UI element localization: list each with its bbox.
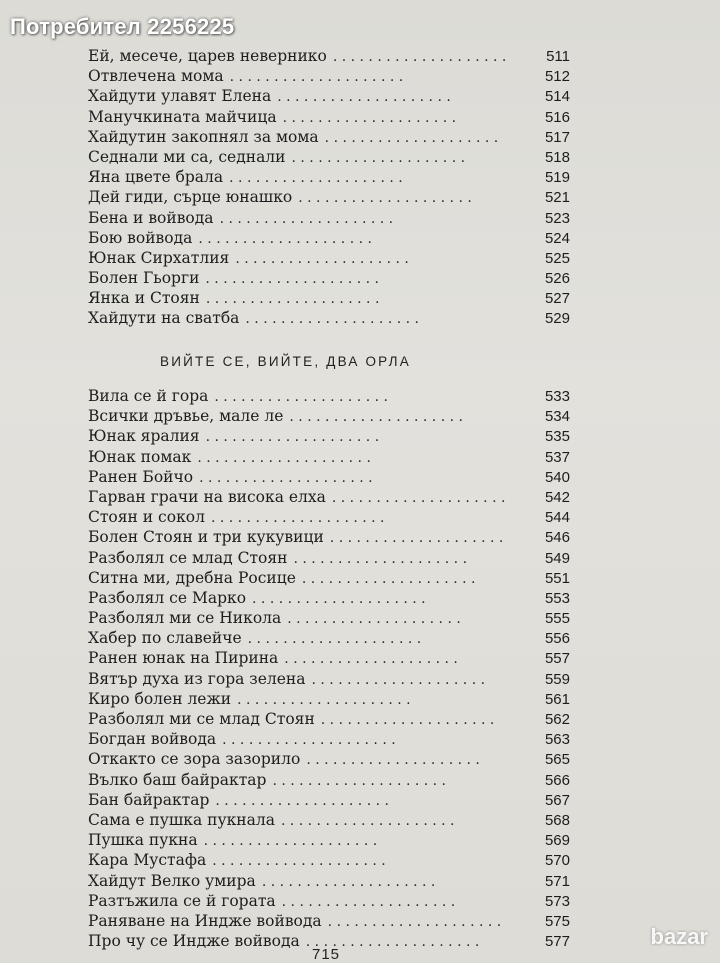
toc-entry-page: 573 — [544, 892, 570, 910]
toc-entry — [88, 608, 570, 628]
toc-entry-page: 537 — [544, 448, 570, 466]
toc-entry-title: Про чу се Индже войвода — [88, 932, 300, 951]
toc-entry-page: 544 — [544, 509, 570, 527]
dot-leader: . . . . . . . . . . . . . . . . . . . . — [291, 149, 466, 166]
dot-leader: . . . . . . . . . . . . . . . . . . . . — [210, 510, 385, 527]
toc-entry — [88, 709, 570, 729]
toc-entry-page: 527 — [544, 290, 570, 308]
toc-entry-title: Вятър духа из гора зелена — [88, 669, 306, 688]
toc-entry-page: 516 — [544, 108, 570, 126]
dot-leader: . . . . . . . . . . . . . . . . . . . . — [215, 792, 389, 809]
toc-entry-page: 521 — [544, 189, 570, 207]
toc-entry — [88, 308, 570, 328]
toc-entry-page: 577 — [544, 933, 570, 951]
toc-entry-title: Ранен Бойчо — [88, 467, 194, 486]
toc-entry-page: 570 — [544, 852, 570, 870]
toc-entry-title: Хабер по славейче — [88, 629, 242, 648]
toc-entry — [88, 770, 570, 790]
toc-entry — [88, 167, 570, 187]
toc-entry — [88, 527, 570, 547]
toc-entry — [88, 127, 570, 147]
toc-entry-title: Стоян и сокол — [88, 508, 205, 527]
toc-entry-title: Гарван грачи на висока елха — [88, 487, 326, 506]
toc-entry-page: 535 — [544, 428, 570, 446]
toc-entry-title: Ранен юнак на Пирина — [88, 649, 279, 668]
toc-entry-page: 555 — [544, 610, 570, 628]
dot-leader: . . . . . . . . . . . . . . . . . . . . — [205, 291, 380, 308]
toc-entry-title: Янка и Стоян — [88, 289, 200, 308]
toc-entry-title: Бан байрактар — [88, 790, 210, 809]
dot-leader: . . . . . . . . . . . . . . . . . . . . — [212, 853, 386, 870]
toc-entry-title: Отвлечена мома — [88, 67, 224, 86]
toc-entry-page: 549 — [544, 549, 570, 567]
dot-leader: . . . . . . . . . . . . . . . . . . . . — [261, 873, 436, 890]
footer-page-number: 715 — [312, 946, 341, 963]
dot-leader: . . . . . . . . . . . . . . . . . . . . — [298, 190, 472, 207]
dot-leader: . . . . . . . . . . . . . . . . . . . . — [272, 772, 447, 789]
dot-leader: . . . . . . . . . . . . . . . . . . . . — [199, 469, 373, 486]
toc-entry-page: 563 — [544, 731, 570, 749]
toc-entry-page: 512 — [544, 68, 570, 86]
toc-entry-page: 517 — [544, 128, 570, 146]
dot-leader: . . . . . . . . . . . . . . . . . . . . — [311, 671, 486, 688]
dot-leader: . . . . . . . . . . . . . . . . . . . . — [284, 651, 458, 668]
toc-entry-title: Разболял ми се Никола — [88, 609, 282, 628]
toc-entry-page: 562 — [544, 711, 570, 728]
toc-entry-title: Хайдути на сватба — [88, 309, 240, 328]
toc-entry-page: 534 — [544, 408, 570, 426]
toc-entry-page: 540 — [544, 468, 570, 486]
dot-leader: . . . . . . . . . . . . . . . . . . . . — [205, 271, 379, 288]
section-heading: ВИЙТЕ СЕ, ВИЙТЕ, ДВА ОРЛА — [160, 354, 411, 369]
toc-entry-title: Разболял се Марко — [88, 588, 247, 607]
toc-entry-title: Ей, месече, царев невернико — [88, 47, 327, 65]
toc-entry-page: 546 — [544, 529, 570, 547]
toc-entry — [88, 208, 570, 228]
toc-list-top — [88, 46, 570, 329]
dot-leader: . . . . . . . . . . . . . . . . . . . . — [324, 129, 499, 146]
toc-entry — [88, 187, 570, 207]
dot-leader: . . . . . . . . . . . . . . . . . . . . — [293, 550, 468, 567]
toc-list-bottom — [88, 386, 570, 951]
dot-leader: . . . . . . . . . . . . . . . . . . . . — [252, 590, 426, 607]
bazar-logo: bazar — [650, 924, 708, 949]
toc-entry-title: Хайдути улавят Елена — [88, 87, 272, 106]
toc-entry-page: 575 — [544, 912, 570, 930]
toc-entry-page: 571 — [544, 872, 570, 890]
toc-entry-page: 551 — [544, 569, 570, 587]
toc-entry — [88, 568, 570, 588]
toc-entry-page: 525 — [544, 249, 570, 267]
toc-entry — [88, 248, 570, 268]
toc-entry-title: Разболял се млад Стоян — [88, 548, 288, 567]
toc-entry-title: Ситна ми, дребна Росице — [88, 568, 296, 587]
dot-leader: . . . . . . . . . . . . . . . . . . . . — [306, 752, 480, 769]
toc-entry-page: 524 — [544, 229, 570, 247]
dot-leader: . . . . . . . . . . . . . . . . . . . . — [320, 712, 495, 728]
toc-entry-title: Бена и войвода — [88, 208, 214, 227]
toc-entry-page: 514 — [544, 88, 570, 106]
dot-leader: . . . . . . . . . . . . . . . . . . . . — [245, 311, 419, 328]
dot-leader: . . . . . . . . . . . . . . . . . . . . — [229, 69, 404, 86]
toc-entry — [88, 386, 570, 406]
toc-entry — [88, 850, 570, 870]
toc-entry-title: Юнак яралия — [88, 427, 200, 446]
dot-leader: . . . . . . . . . . . . . . . . . . . . — [287, 611, 461, 628]
toc-entry — [88, 588, 570, 608]
dot-leader: . . . . . . . . . . . . . . . . . . . . — [305, 934, 480, 951]
dot-leader: . . . . . . . . . . . . . . . . . . . . — [198, 230, 372, 247]
toc-entry — [88, 749, 570, 769]
toc-entry-title: Киро болен лежи — [88, 689, 232, 708]
toc-entry-page: 529 — [544, 310, 570, 328]
dot-leader: . . . . . . . . . . . . . . . . . . . . — [329, 530, 504, 547]
toc-entry-page: 518 — [544, 148, 570, 166]
dot-leader: . . . . . . . . . . . . . . . . . . . . — [219, 210, 394, 227]
toc-entry-title: Богдан войвода — [88, 730, 217, 749]
toc-entry-title: Разтъжила се й гората — [88, 891, 276, 910]
dot-leader: . . . . . . . . . . . . . . . . . . . . — [235, 250, 409, 267]
dot-leader: . . . . . . . . . . . . . . . . . . . . — [222, 732, 396, 749]
toc-entry — [88, 628, 570, 648]
toc-entry — [88, 426, 570, 446]
toc-entry — [88, 911, 570, 931]
toc-entry — [88, 467, 570, 487]
toc-entry — [88, 891, 570, 911]
toc-entry — [88, 548, 570, 568]
toc-entry-page: 566 — [544, 771, 570, 789]
toc-entry-title: Яна цвете брала — [88, 168, 224, 187]
dot-leader: . . . . . . . . . . . . . . . . . . . . — [277, 89, 451, 106]
toc-entry — [88, 46, 570, 66]
toc-entry-title: Хайдут Велко умира — [88, 871, 256, 890]
toc-entry — [88, 406, 570, 426]
toc-entry-page: 519 — [544, 169, 570, 187]
toc-entry-page: 542 — [544, 488, 570, 506]
toc-entry-title: Юнак Сирхатлия — [88, 248, 230, 267]
toc-entry-page: 561 — [544, 690, 570, 708]
toc-entry — [88, 729, 570, 749]
toc-entry-page: 511 — [546, 48, 570, 65]
toc-entry-title: Манучкината майчица — [88, 107, 277, 126]
toc-entry-title: Седнали ми са, седнали — [88, 147, 286, 166]
toc-entry-title: Вълко баш байрактар — [88, 770, 267, 789]
toc-entry-title: Вила се й гора — [88, 387, 209, 405]
toc-entry — [88, 871, 570, 891]
toc-entry — [88, 147, 570, 167]
toc-entry-title: Сама е пушка пукнала — [88, 810, 275, 829]
dot-leader: . . . . . . . . . . . . . . . . . . . . — [301, 570, 476, 587]
dot-leader: . . . . . . . . . . . . . . . . . . . . — [332, 49, 507, 65]
dot-leader: . . . . . . . . . . . . . . . . . . . . — [247, 631, 422, 648]
toc-entry-page: 559 — [544, 670, 570, 688]
dot-leader: . . . . . . . . . . . . . . . . . . . . — [289, 409, 463, 426]
toc-entry — [88, 830, 570, 850]
toc-entry-page: 533 — [544, 388, 570, 405]
toc-entry-title: Бою войвода — [88, 228, 193, 247]
toc-entry-page: 553 — [544, 589, 570, 607]
toc-entry-title: Разболял ми се млад Стоян — [88, 710, 315, 728]
toc-entry-title: Пушка пукна — [88, 831, 198, 850]
dot-leader: . . . . . . . . . . . . . . . . . . . . — [331, 489, 506, 506]
toc-entry-title: Раняване на Индже войвода — [88, 911, 322, 930]
dot-leader: . . . . . . . . . . . . . . . . . . . . — [281, 893, 456, 910]
dot-leader: . . . . . . . . . . . . . . . . . . . . — [197, 449, 371, 466]
toc-entry-page: 567 — [544, 791, 570, 809]
dot-leader: . . . . . . . . . . . . . . . . . . . . — [280, 812, 455, 829]
toc-entry-page: 568 — [544, 811, 570, 829]
toc-entry — [88, 810, 570, 830]
toc-entry — [88, 790, 570, 810]
user-watermark: Потребител 2256225 — [10, 14, 235, 39]
toc-entry-title: Болен Стоян и три кукувици — [88, 528, 324, 547]
toc-entry-page: 556 — [544, 630, 570, 648]
toc-entry-page: 526 — [544, 270, 570, 288]
toc-entry-title: Откакто се зора зазорило — [88, 750, 301, 769]
toc-entry-page: 569 — [544, 832, 570, 850]
toc-entry — [88, 86, 570, 106]
toc-entry-page: 523 — [544, 209, 570, 227]
toc-entry — [88, 689, 570, 709]
toc-entry-page: 557 — [544, 650, 570, 668]
toc-entry — [88, 447, 570, 467]
toc-entry-title: Болен Гьорги — [88, 269, 200, 288]
toc-entry — [88, 228, 570, 248]
toc-entry — [88, 288, 570, 308]
toc-entry — [88, 66, 570, 86]
dot-leader: . . . . . . . . . . . . . . . . . . . . — [205, 429, 380, 446]
toc-entry-page: 565 — [544, 751, 570, 769]
dot-leader: . . . . . . . . . . . . . . . . . . . . — [282, 109, 457, 126]
dot-leader: . . . . . . . . . . . . . . . . . . . . — [237, 691, 411, 708]
dot-leader: . . . . . . . . . . . . . . . . . . . . — [229, 170, 403, 187]
dot-leader: . . . . . . . . . . . . . . . . . . . . — [327, 913, 502, 930]
dot-leader: . . . . . . . . . . . . . . . . . . . . — [214, 389, 388, 405]
toc-entry — [88, 648, 570, 668]
toc-entry — [88, 268, 570, 288]
toc-entry — [88, 107, 570, 127]
toc-entry-title: Хайдутин закопнял за мома — [88, 127, 319, 146]
toc-entry-title: Дей гиди, сърце юнашко — [88, 188, 293, 207]
toc-entry — [88, 507, 570, 527]
toc-entry-title: Юнак помак — [88, 447, 192, 466]
toc-entry — [88, 487, 570, 507]
toc-entry-title: Кара Мустафа — [88, 851, 207, 870]
toc-entry — [88, 669, 570, 689]
toc-entry-title: Всички дръвье, мале ле — [88, 407, 284, 426]
dot-leader: . . . . . . . . . . . . . . . . . . . . — [203, 833, 378, 850]
